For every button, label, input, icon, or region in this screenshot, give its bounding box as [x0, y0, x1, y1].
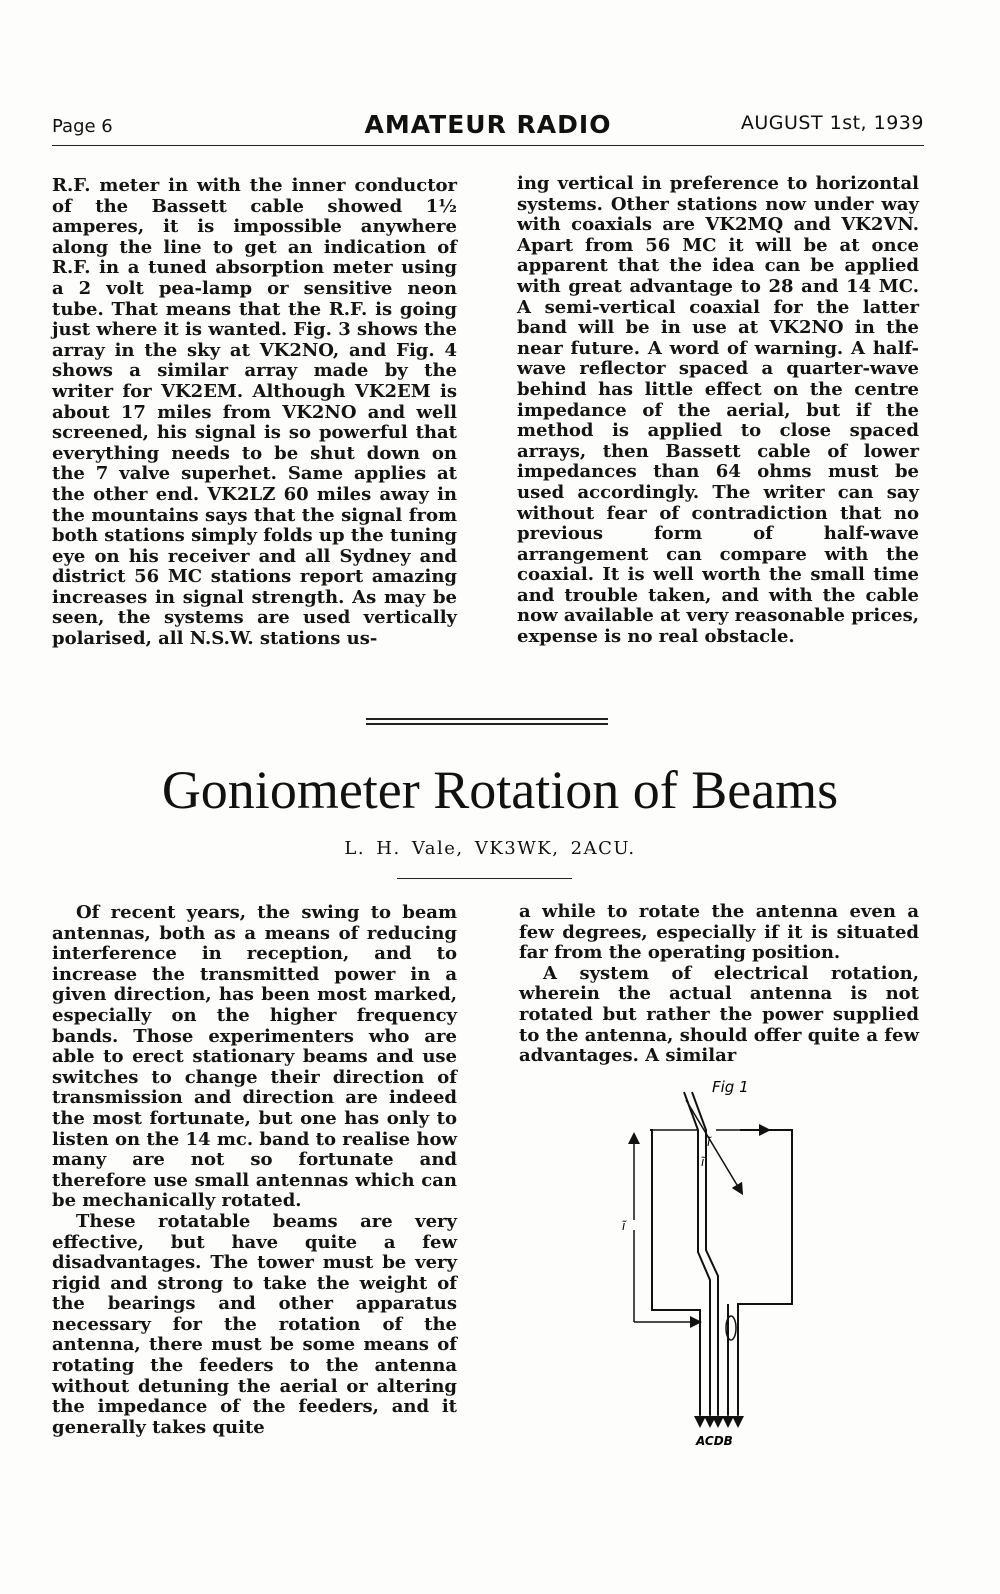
continued-article-left-column [52, 176, 457, 650]
section-divider-bottom [366, 723, 608, 725]
continued-right-text: ing vertical in preference to horizontal systems. Other stations now under way with coaxials are VK2MQ and VK2VN. Apart from 56 MC it will be at once apparent that the idea can be applied with great advantage to 28 and 14 MC. A semi-vertical coaxial for the latter band will be in use at VK2NO in the near future. A word of warning. A half-wave reflector spaced a quarter-wave behind has little effect on the centre impedance of the aerial, but if the method is applied to close spaced arrays, then Bassett cable of lower impedances than 64 ohms must be used accordingly. The writer can say without fear of contradiction that no previous form of half-wave arrangement can compare with the coaxial. It is well worth the small time and trouble taken, and with the cable now available at very reasonable prices, expense is no real obstacle. [517, 173, 919, 648]
figure-1 [600, 1070, 810, 1455]
article-right-column [519, 902, 919, 1067]
article-paragraph: These rotatable beams are very effective, but have quite a few disadvantages. The tower must be very rigid and strong to take the weight of the bearings and other apparatus necessary for the rotation of the antenna, there must be some means of rotating the feeders to the antenna without detuning the aerial or altering the impedance of the feeders, and it generally takes quite [52, 1210, 457, 1438]
arrow-diagonal [686, 1100, 740, 1190]
page-header [52, 110, 924, 144]
figure-caption: Fig 1 [712, 1078, 749, 1096]
continued-article-right-column [517, 174, 919, 648]
magazine-title: AMATEUR RADIO [364, 110, 612, 139]
feeder-outer-left [650, 1130, 700, 1415]
byline-rule [397, 878, 572, 879]
page-number: Page 6 [52, 116, 113, 137]
current-mark-mid: ĩ [707, 1135, 711, 1149]
continued-left-text: R.F. meter in with the inner conductor of the Bassett cable showed 1½ amperes, it is impossible anywhere along the line to get an indication of R.F. in a tuned absorption meter using a 2 volt pea-lamp or sensitive neon tube. That means that the R.F. is going just where it is wanted. Fig. 3 shows the array in the sky at VK2NO, and Fig. 4 shows a similar array made by the writer for VK2EM. Although VK2EM is about 17 miles from VK2NO and well screened, his signal is so powerful that everything needs to be shut down on the 7 valve superhet. Same applies at the other end. VK2LZ 60 miles away in the mountains says that the signal from both stations simply folds up the tuning eye on his receiver and all Sydney and district 56 MC stations report amazing increases in signal strength. As may be seen, the systems are used vertically polarised, all N.S.W. stations us- [52, 175, 457, 650]
article-paragraph: A system of electrical rotation, wherein the actual antenna is not rotated but rather the power supplied to the antenna, should offer quite a few advantages. A similar [519, 962, 919, 1067]
feeder-diagram [600, 1070, 810, 1455]
article-title: Goniometer Rotation of Beams [161, 760, 839, 820]
article-left-column [52, 903, 457, 1438]
section-divider-top [366, 718, 608, 720]
terminal-labels: ACDB [696, 1434, 733, 1448]
current-mark-inner: ĩ [701, 1155, 705, 1169]
article-paragraph: a while to rotate the antenna even a few degrees, especially if it is situated far from the operating position. [519, 901, 919, 964]
article-paragraph: Of recent years, the swing to beam antennas, both as a means of reducing interference in reception, and to increase the transmitted power in a given direction, has been most marked, especially on the higher frequency bands. Those experimenters who are able to erect stationary beams and use switches to change their direction of transmission and direction are indeed the most fortunate, but one has only to listen on the 14 mc. band to realise how many are not so fortunate and therefore use small antennas which can be mechanically rotated. [52, 902, 457, 1212]
article-byline: L. H. Vale, VK3WK, 2ACU. [344, 838, 636, 859]
header-rule [52, 145, 924, 146]
issue-date: AUGUST 1st, 1939 [740, 112, 924, 134]
feeder-outer-right [728, 1130, 792, 1415]
current-mark-left: ĩ [622, 1219, 626, 1233]
